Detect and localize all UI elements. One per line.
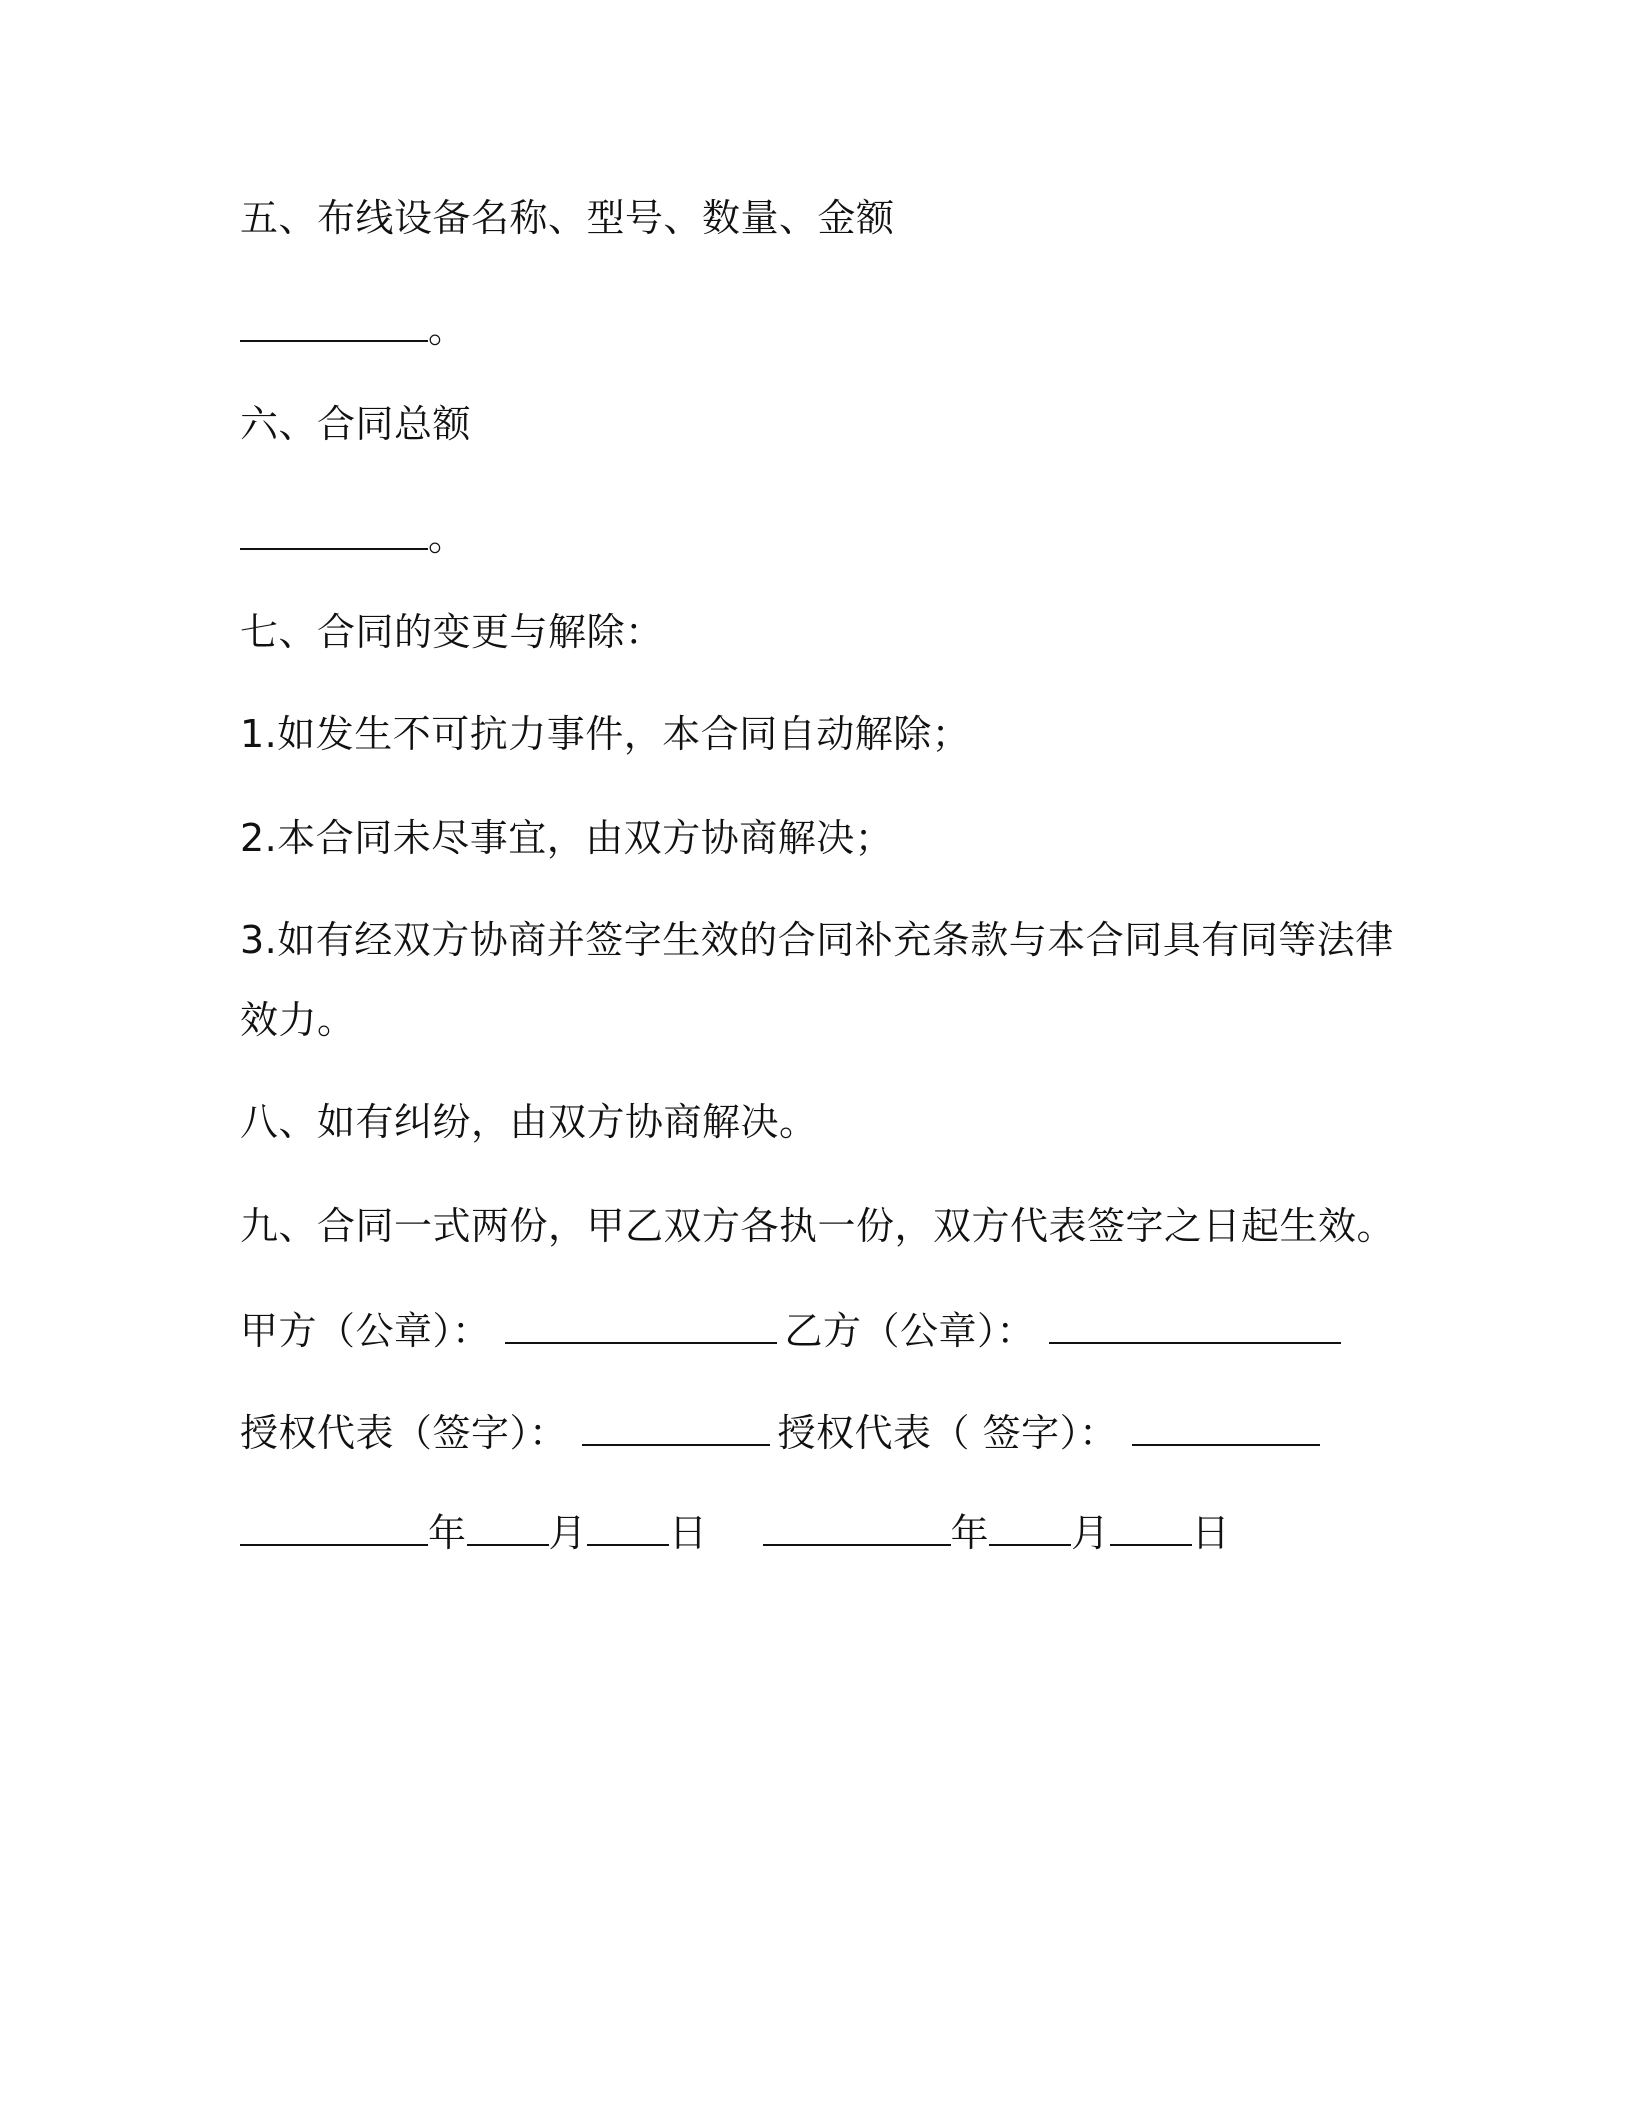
- party-a-rep-blank: [582, 1410, 770, 1446]
- day-label: 日: [1191, 1511, 1231, 1555]
- date-row: [240, 1510, 1230, 1555]
- year-label: 年: [950, 1511, 990, 1555]
- month-label: 月: [548, 1511, 588, 1555]
- section-7-item-3: 3.如有经双方协商并签字生效的合同补充条款与本合同具有同等法律: [240, 918, 1394, 962]
- section-6-blank-line: [240, 514, 467, 559]
- section-5-title: 五、布线设备名称、型号、数量、金额: [240, 196, 895, 240]
- party-a-seal-label: 甲方（公章）：: [240, 1309, 491, 1353]
- party-b-seal-label: 乙方（公章）：: [784, 1309, 1036, 1353]
- day-label: 日: [669, 1511, 708, 1555]
- fill-blank: [240, 514, 428, 550]
- party-b-rep-label: 授权代表（ 签字）：: [777, 1411, 1118, 1455]
- section-7-item-1: 1.如发生不可抗力事件，本合同自动解除；: [240, 712, 971, 756]
- section-5-blank-line: [240, 306, 467, 351]
- party-b-seal-blank: [1049, 1308, 1341, 1344]
- month-label: 月: [1071, 1511, 1110, 1555]
- fill-blank: [240, 306, 428, 342]
- party-b-year-blank: [763, 1510, 951, 1546]
- party-a-day-blank: [587, 1510, 669, 1546]
- party-a-rep-label: 授权代表（签字）：: [240, 1411, 568, 1455]
- party-b-day-blank: [1110, 1510, 1192, 1546]
- party-a-month-blank: [467, 1510, 549, 1546]
- party-a-year-blank: [240, 1510, 428, 1546]
- representative-row: [240, 1410, 1320, 1455]
- section-8: 八、如有纠纷，由双方协商解决。: [240, 1100, 818, 1144]
- section-7-item-2: 2.本合同未尽事宜，由双方协商解决；: [240, 816, 894, 860]
- section-7-title: 七、合同的变更与解除：: [240, 610, 664, 654]
- section-7-item-3-continued: 效力。: [240, 998, 356, 1042]
- party-b-rep-blank: [1132, 1410, 1320, 1446]
- year-label: 年: [428, 1511, 467, 1555]
- period: 。: [428, 307, 467, 351]
- period: 。: [428, 515, 467, 559]
- seal-row: [240, 1308, 1341, 1353]
- section-9: 九、合同一式两份，甲乙双方各执一份，双方代表签字之日起生效。: [240, 1204, 1396, 1248]
- party-a-seal-blank: [505, 1308, 777, 1344]
- party-b-month-blank: [989, 1510, 1071, 1546]
- section-6-title: 六、合同总额: [240, 402, 472, 446]
